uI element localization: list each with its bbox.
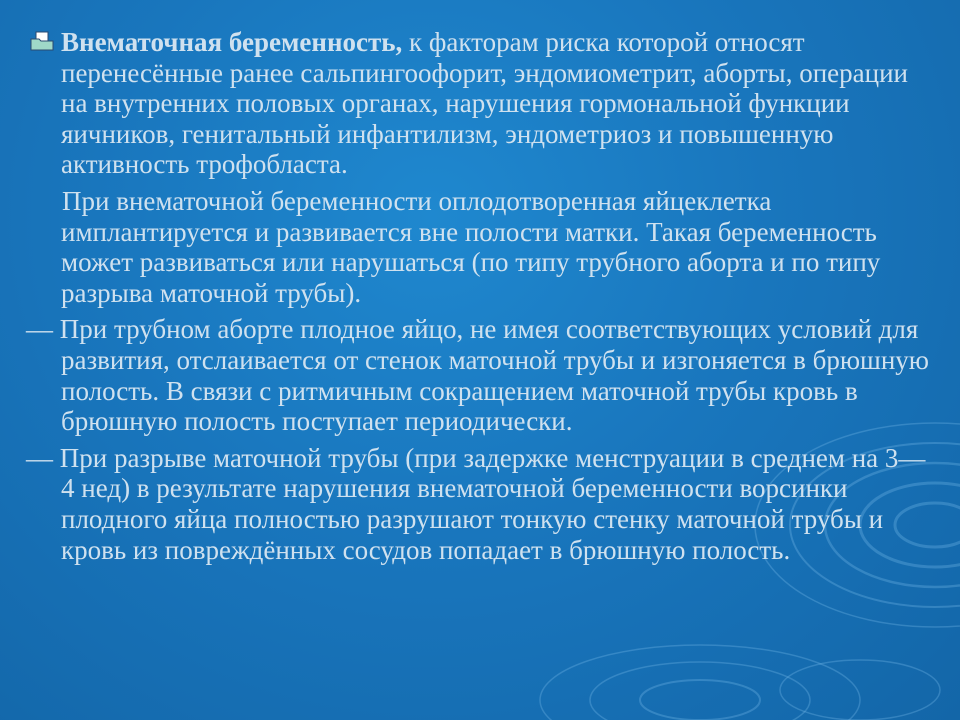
term-ectopic-pregnancy: Внематочная беременность, bbox=[61, 27, 403, 57]
document-folder-icon bbox=[30, 31, 54, 51]
risk-factors-text: к факторам риска которой относят перенесённые ранее сальпингоофорит, эндомиометрит, аборты, операции на внутренних половых органах, нарушения гормональной функции яичников, генитальный инфантилизм, эндометриоз и повышенную активность трофобласта. bbox=[61, 27, 908, 180]
paragraph-tubal-abortion: — При трубном аборте плодное яйцо, не имея соответствующих условий для развития, отслаивается от стенок маточной трубы и изгоняется в брюшную полость. В связи с ритмичным сокращением маточной трубы кровь в брюшную полость поступает периодически. bbox=[26, 314, 929, 437]
paragraph-risk-factors bbox=[26, 27, 936, 180]
paragraph-implantation: При внематочной беременности оплодотворенная яйцеклетка имплантируется и развивается вне полости матки. Такая беременность может развиваться или нарушаться (по типу трубного аборта и по типу разрыва маточной трубы). bbox=[61, 185, 881, 308]
slide-body bbox=[26, 27, 936, 565]
paragraph-tube-rupture: — При разрыве маточной трубы (при задержке менструации в среднем на 3—4 нед) в результате нарушения внематочной беременности ворсинки плодного яйца полностью разрушают тонкую стенку маточной трубы и кровь из повреждённых сосудов попадает в брюшную полость. bbox=[26, 442, 926, 565]
